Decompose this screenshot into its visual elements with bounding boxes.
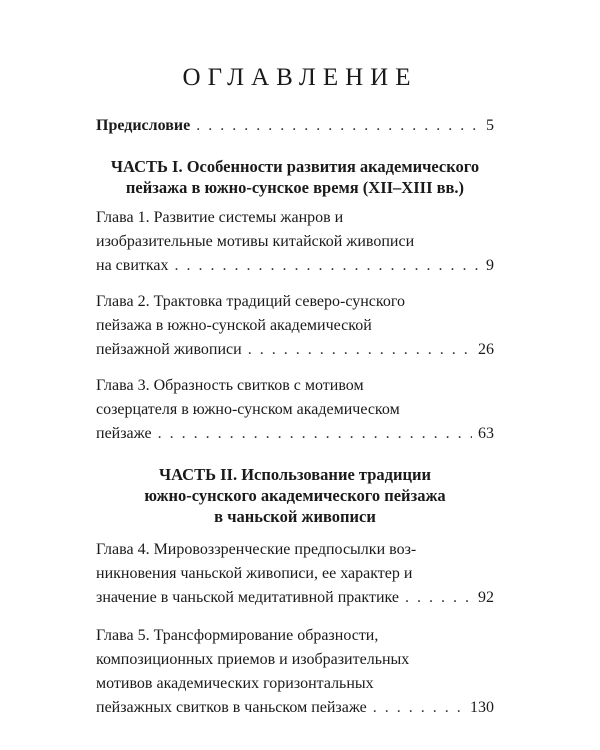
dot-leader xyxy=(373,698,464,718)
chapter-4-last-line xyxy=(96,588,494,608)
chapter-5-line-2: композиционных приемов и изобразительных xyxy=(96,651,410,668)
part-2-line-1: ЧАСТЬ II. Использование традиции xyxy=(158,465,432,484)
part-2-line-2: южно-сунского академического пейзажа xyxy=(144,486,446,505)
part-2-heading xyxy=(80,464,510,527)
chapter-5-line-3: мотивов академических горизонтальных xyxy=(96,675,374,692)
part-1-line-2: пейзажа в южно-сунское время (XII–XIII вв.) xyxy=(125,178,465,197)
chapter-1-line-1: Глава 1. Развитие системы жанров и xyxy=(96,209,344,226)
chapter-2-page-number: 26 xyxy=(478,341,494,358)
part-1-heading xyxy=(80,156,510,198)
chapter-5-last-line xyxy=(96,698,494,718)
chapter-1-last-line xyxy=(96,256,494,276)
chapter-3-line-1: Глава 3. Образность свитков с мотивом xyxy=(96,377,364,394)
chapter-4-line-2: никновения чаньской живописи, ее характер и xyxy=(96,565,413,582)
chapter-5-line-1: Глава 5. Трансформирование образности, xyxy=(96,627,379,644)
toc-entry-preface[interactable] xyxy=(96,116,494,136)
chapter-4-line-1: Глава 4. Мировоззренческие предпосылки воз- xyxy=(96,541,417,558)
chapter-5-line-4: пейзажных свитков в чаньском пейзаже xyxy=(96,699,367,716)
chapter-3-line-2: созерцателя в южно-сунском академическом xyxy=(96,401,400,418)
dot-leader xyxy=(248,340,472,360)
chapter-5-page-number: 130 xyxy=(470,699,494,716)
preface-page-number: 5 xyxy=(486,117,494,134)
dot-leader xyxy=(158,424,472,444)
part-1-line-1: ЧАСТЬ I. Особенности развития академического xyxy=(110,157,480,176)
chapter-1-line-2: изобразительные мотивы китайской живописи xyxy=(96,233,415,250)
part-2-line-3: в чаньской живописи xyxy=(214,507,376,526)
chapter-2-line-1: Глава 2. Трактовка традиций северо-сунского xyxy=(96,293,406,310)
preface-label: Предисловие xyxy=(96,117,191,134)
chapter-4-page-number: 92 xyxy=(478,589,494,606)
dot-leader xyxy=(175,256,480,276)
chapter-4-line-3: значение в чаньской медитативной практике xyxy=(96,589,399,606)
chapter-2-line-3: пейзажной живописи xyxy=(96,341,242,358)
chapter-2-last-line xyxy=(96,340,494,360)
chapter-3-last-line xyxy=(96,424,494,444)
chapter-1-line-3: на свитках xyxy=(96,257,169,274)
dot-leader xyxy=(196,116,480,136)
chapter-3-page-number: 63 xyxy=(478,425,494,442)
dot-leader xyxy=(405,588,472,608)
chapter-2-line-2: пейзажа в южно-сунской академической xyxy=(96,317,372,334)
chapter-3-line-3: пейзаже xyxy=(96,425,152,442)
page-title: ОГЛАВЛЕНИЕ xyxy=(182,64,418,91)
chapter-1-page-number: 9 xyxy=(486,257,494,274)
